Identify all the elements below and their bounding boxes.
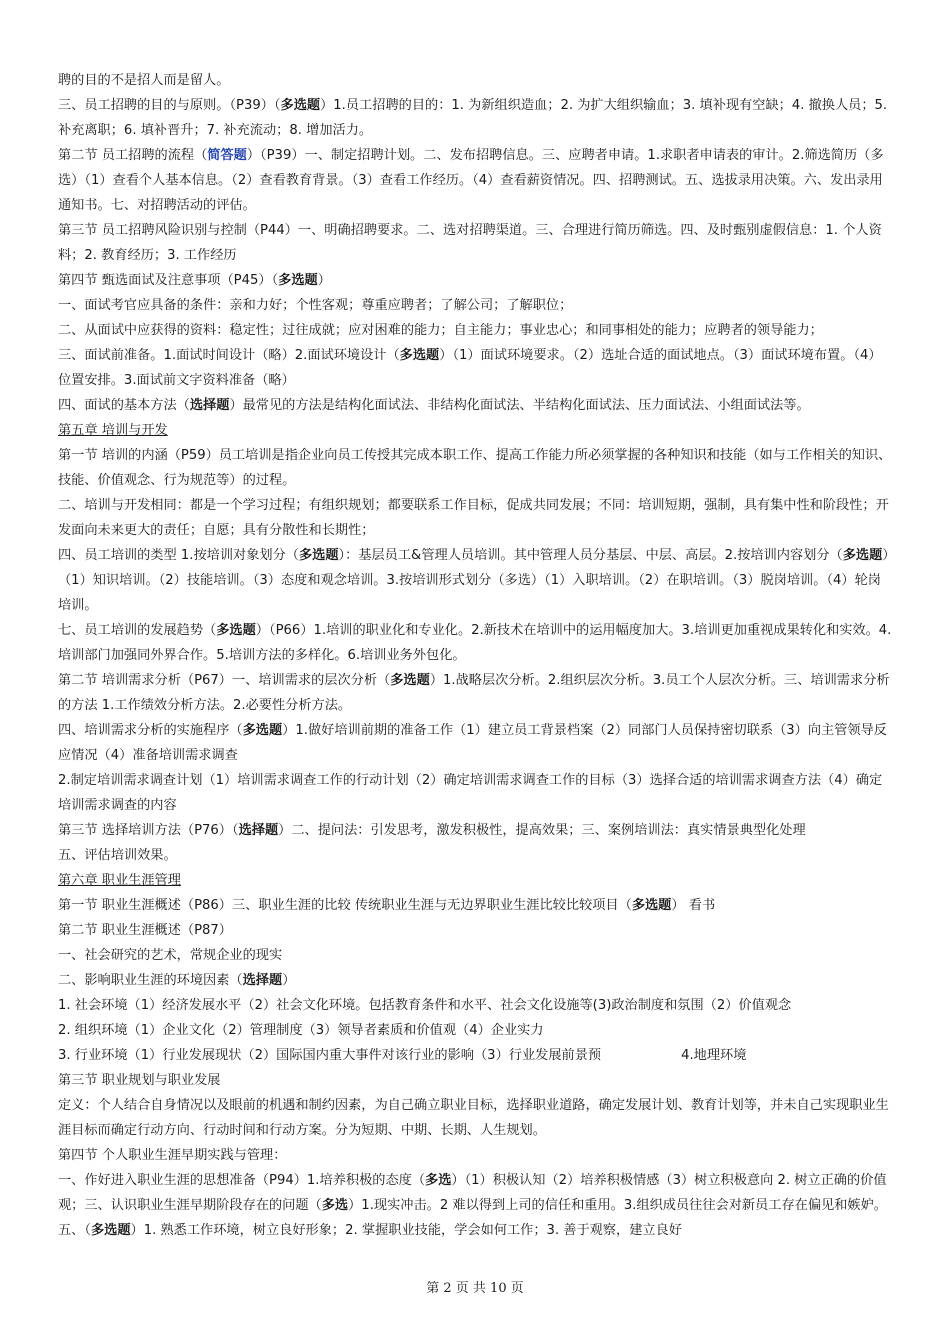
text-run: 第二节 员工招聘的流程（	[58, 148, 208, 163]
text-run: ） 看书	[671, 898, 716, 913]
paragraph	[58, 618, 894, 668]
text-run: 第二节 培训需求分析（P67）一、培训需求的层次分析（	[58, 673, 391, 688]
emphasis-text: 选择题	[238, 823, 279, 838]
text-run: 1. 社会环境（1）经济发展水平（2）社会文化环境。包括教育条件和水平、社会文化设施等(3)政治制度和氛围（2）价值观念	[58, 998, 792, 1013]
text-run: ）	[317, 273, 331, 288]
text-run: ）1.员工招聘的目的：1. 为新组织造血；2. 为扩大组织输血；3. 填补现有空缺；4. 撤换人员；5. 补充离职；6. 填补晋升；7. 补充流动；8. 增加活力。	[58, 98, 888, 138]
page-footer: 第 2 页 共 10 页	[426, 1281, 524, 1296]
text-run: 第一节 职业生涯概述（P86）三、职业生涯的比较 传统职业生涯与无边界职业生涯比较比较项目（	[58, 898, 632, 913]
emphasis-text: 多选题	[399, 348, 440, 363]
paragraph	[58, 93, 894, 143]
paragraph	[58, 843, 894, 868]
text-run: 第一节 培训的内涵（P59）员工培训是指企业向员工传授其完成本职工作、提高工作能力所必须掌握的各种知识和技能（如与工作相关的知识、技能、价值观念、行为规范等）的过程。	[58, 448, 892, 488]
emphasis-text: 多选题	[280, 98, 321, 113]
paragraph	[58, 143, 894, 218]
paragraph	[58, 218, 894, 268]
emphasis-text: 选择题	[242, 973, 283, 988]
text-run: 一、社会研究的艺术，常规企业的现实	[58, 948, 283, 963]
paragraph	[58, 768, 894, 818]
text-run: 二、影响职业生涯的环境因素（	[58, 973, 243, 988]
paragraph	[58, 1168, 894, 1243]
text-run: ）1.做好培训前期的准备工作（1）建立员工背景档案（2）同部门人员保持密切联系（3）向主管领导反应情况（4）准备培训需求调查	[58, 723, 887, 763]
text-run: 聘的目的不是招人而是留人。	[58, 73, 230, 88]
text-run: ）（1）积极认知（2）培养积极情感（3）树立积极意向 2. 树立正确的价值观；三、认识职业生涯早期阶段存在的问题（	[58, 1173, 887, 1213]
text-run: 第三节 职业规划与职业发展	[58, 1073, 221, 1088]
paragraph	[58, 868, 894, 893]
text-run: 3. 行业环境（1）行业发展现状（2）国际国内重大事件对该行业的影响（3）行业发展前景预	[58, 1048, 602, 1063]
paragraph	[58, 1043, 894, 1068]
text-run: ）1.战略层次分析。2.组织层次分析。3.员工个人层次分析。三、培训需求分析的方法 1.工作绩效分析方法。2.必要性分析方法。	[58, 673, 890, 713]
paragraph	[58, 343, 894, 393]
text-run: 第三节 员工招聘风险识别与控制（P44）一、明确招聘要求。二、选对招聘渠道。三、合理进行简历筛选。四、及时甄别虚假信息：1. 个人资料；2. 教育经历；3. 工作经历	[58, 223, 882, 263]
text-run: 4.地理环境	[681, 1048, 747, 1063]
emphasis-text: 多选题	[631, 898, 672, 913]
text-run: 第三节 选择培训方法（P76）（	[58, 823, 239, 838]
text-run: 四、员工培训的类型 1.按培训对象划分（	[58, 548, 299, 563]
text-run: ）（P66）1.培训的职业化和专业化。2.新技术在培训中的运用幅度加大。3.培训更加重视成果转化和实效。4.培训部门加强同外界合作。5.培训方法的多样化。6.培训业务外包化。	[58, 623, 892, 663]
paragraph	[58, 818, 894, 843]
text-run: ）（1）面试环境要求。（2）选址合适的面试地点。（3）面试环境布置。（4）位置安排。3.面试前文字资料准备（略）	[58, 348, 882, 388]
text-run: 2.制定培训需求调查计划（1）培训需求调查工作的行动计划（2）确定培训需求调查工作的目标（3）选择合适的培训需求调查方法（4）确定培训需求调查的内容	[58, 773, 883, 813]
emphasis-text: 多选题	[278, 273, 318, 288]
paragraph	[58, 493, 894, 543]
paragraph	[58, 318, 894, 343]
text-run: 二、从面试中应获得的资料：稳定性；过往成就；应对困难的能力；自主能力；事业忠心；和同事相处的能力；应聘者的领导能力；	[58, 323, 823, 338]
text-run: ）1.现实冲击。2 难以得到上司的信任和重用。3.组织成员往往会对新员工存在偏见和嫉妒。五、（	[58, 1198, 887, 1238]
emphasis-text: 多选题	[242, 723, 283, 738]
text-run: ）：基层员工&管理人员培训。其中管理人员分基层、中层、高层。2.按培训内容划分（	[338, 548, 843, 563]
emphasis-text: 第五章 培训与开发	[58, 423, 168, 438]
paragraph	[58, 893, 894, 918]
paragraph	[58, 993, 894, 1018]
paragraph	[58, 268, 894, 293]
paragraph	[58, 1143, 894, 1168]
text-run: ）1. 熟悉工作环境，树立良好形象；2. 掌握职业技能，学会如何工作；3. 善于观察，建立良好	[130, 1223, 682, 1238]
text-run: ）（P39）一、制定招聘计划。二、发布招聘信息。三、应聘者申请。1.求职者申请表的审计。2.筛选简历（多选）（1）查看个人基本信息。（2）查看教育背景。（3）查看工作经历。（4）查看薪资情况。四、招聘测试。五、选拔录用决策。六、发出录用通知书。七、对招聘活动的评估。	[58, 148, 884, 213]
paragraph	[58, 943, 894, 968]
emphasis-text: 第六章 职业生涯管理	[58, 873, 181, 888]
text-run: 三、员工招聘的目的与原则。（P39）（	[58, 98, 281, 113]
paragraph	[58, 918, 894, 943]
text-run: 三、面试前准备。1.面试时间设计（略）2.面试环境设计（	[58, 348, 400, 363]
paragraph	[58, 443, 894, 493]
paragraph	[58, 418, 894, 443]
emphasis-text: 多选题	[842, 548, 883, 563]
text-run: 第二节 职业生涯概述（P87）	[58, 923, 232, 938]
emphasis-text: 多选	[321, 1198, 349, 1213]
emphasis-text: 多选题	[90, 1223, 131, 1238]
text-run: ）（1）知识培训。（2）技能培训。（3）态度和观念培训。3.按培训形式划分（多选）（1）入职培训。（2）在职培训。（3）脱岗培训。（4）轮岗培训。	[58, 548, 889, 613]
text-run: 二、培训与开发相同：都是一个学习过程；有组织规划；都要联系工作目标，促成共同发展；不同：培训短期，强制，具有集中性和阶段性；开发面向未来更大的责任；自愿；具有分散性和长期性；	[58, 498, 889, 538]
text-run: 第四节 甄选面试及注意事项（P45）（	[58, 273, 279, 288]
document-body	[58, 68, 894, 1243]
text-run: 四、培训需求分析的实施程序（	[58, 723, 243, 738]
paragraph	[58, 393, 894, 418]
text-run: 第四节 个人职业生涯早期实践与管理：	[58, 1148, 287, 1163]
emphasis-text: 简答题	[207, 148, 247, 163]
paragraph	[58, 293, 894, 318]
paragraph	[58, 1068, 894, 1093]
paragraph	[58, 1018, 894, 1043]
text-run: 一、面试考官应具备的条件：亲和力好；个性客观；尊重应聘者；了解公司；了解职位；	[58, 298, 573, 313]
emphasis-text: 多选题	[390, 673, 430, 688]
text-run: ）二、提问法：引发思考，激发积极性，提高效果；三、案例培训法：真实情景典型化处理	[278, 823, 806, 838]
paragraph	[58, 1093, 894, 1143]
text-run: 四、面试的基本方法（	[58, 398, 190, 413]
paragraph	[58, 668, 894, 718]
emphasis-text: 多选	[425, 1173, 452, 1188]
paragraph	[58, 543, 894, 618]
emphasis-text: 多选题	[216, 623, 256, 638]
paragraph	[58, 718, 894, 768]
paragraph	[58, 68, 894, 93]
text-run: ）	[282, 973, 296, 988]
text-run: 定义：个人结合自身情况以及眼前的机遇和制约因素，为自己确立职业目标，选择职业道路，确定发展计划、教育计划等，并未自己实现职业生涯目标而确定行动方向、行动时间和行动方案。分为短期、中期、长期、人生规划。	[58, 1098, 889, 1138]
text-run: 五、评估培训效果。	[58, 848, 177, 863]
emphasis-text: 多选题	[298, 548, 339, 563]
text-run: ）最常见的方法是结构化面试法、非结构化面试法、半结构化面试法、压力面试法、小组面试法等。	[229, 398, 810, 413]
text-run: 一、作好进入职业生涯的思想准备（P94）1.培养积极的态度（	[58, 1173, 426, 1188]
text-run: 2. 组织环境（1）企业文化（2）管理制度（3）领导者素质和价值观（4）企业实力	[58, 1023, 544, 1038]
paragraph	[58, 968, 894, 993]
text-run: 七、员工培训的发展趋势（	[58, 623, 217, 638]
emphasis-text: 选择题	[189, 398, 230, 413]
